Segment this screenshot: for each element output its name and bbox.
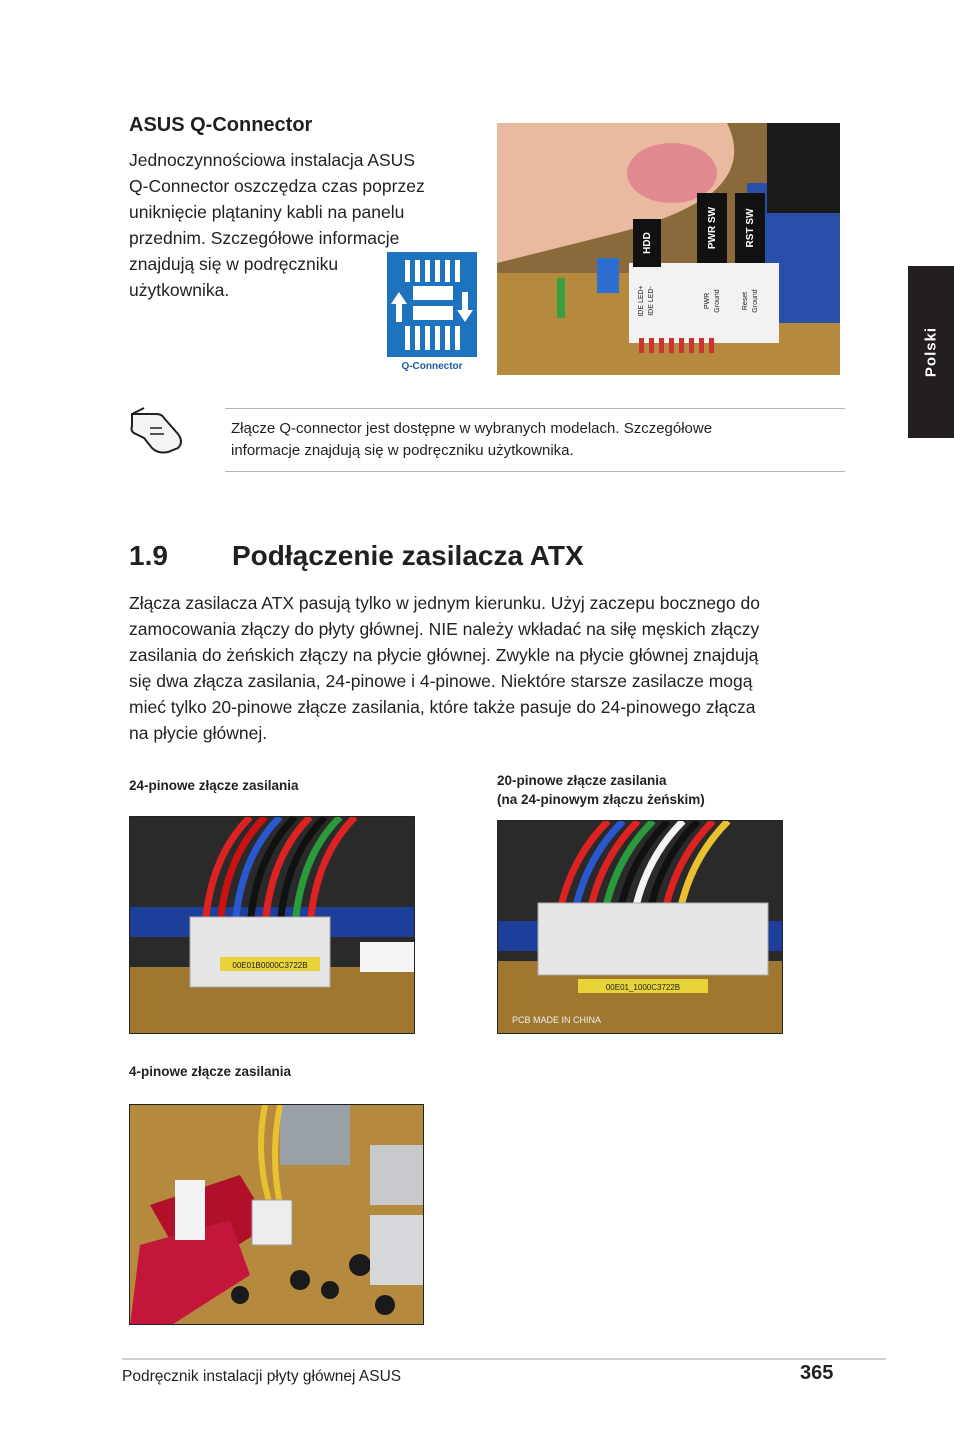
section-number: 1.9 xyxy=(129,540,168,571)
photo-20-sticker: 00E01_1000C3722B xyxy=(605,983,681,992)
qconnector-photo xyxy=(497,123,840,375)
photo-24pin-connector xyxy=(129,816,415,1034)
photo-label-ground-1: Ground xyxy=(714,289,721,313)
photo-label-ide-led-minus: IDE LED- xyxy=(648,286,655,316)
footer-rule xyxy=(122,1358,886,1360)
qconnector-line: użytkownika. xyxy=(129,280,230,300)
qconnector-line: Jednoczynnościowa instalacja ASUS xyxy=(129,150,415,170)
footer-text: Podręcznik instalacji płyty głównej ASUS xyxy=(122,1368,402,1385)
photo-4pin-connector xyxy=(129,1104,424,1325)
note-line: informacje znajdują się w podręczniku użytkownika. xyxy=(231,442,574,459)
note-rule-top xyxy=(225,408,845,409)
qconnector-line: Q-Connector oszczędza czas poprzez xyxy=(129,176,425,196)
photo-label-ide-led-plus: IDE LED+ xyxy=(638,285,645,317)
caption-4pin: 4-pinowe złącze zasilania xyxy=(129,1064,292,1079)
photo-label-ground-2: Ground xyxy=(752,289,759,313)
qconnector-line: znajdują się w podręczniku xyxy=(129,254,339,274)
photo-label-hdd: HDD xyxy=(642,232,653,254)
caption-24pin: 24-pinowe złącze zasilania xyxy=(129,778,299,793)
language-tab-label: Polski xyxy=(922,326,940,378)
photo-label-pwr-sw: PWR SW xyxy=(707,206,718,250)
caption-20pin-line: (na 24-pinowym złączu żeńskim) xyxy=(497,792,705,807)
caption-20pin xyxy=(497,771,705,809)
body-line: zasilania do żeńskich złączy na płycie głównej. Zwykle na płycie głównej znajdują xyxy=(129,645,759,665)
pointing-hand-icon xyxy=(128,404,188,456)
photo-label-reset: Reset xyxy=(742,291,749,311)
qconnector-icon-label: Q-Connector xyxy=(401,361,463,372)
body-line: zamocowania złączy do płyty głównej. NIE należy wkładać na siłę męskich złączy xyxy=(129,619,760,639)
body-line: się dwa złącza zasilania, 24-pinowe i 4-pinowe. Niektóre starsze zasilacze mogą xyxy=(129,671,753,691)
section-title xyxy=(129,540,584,572)
qconnector-icon xyxy=(387,252,477,357)
section-body xyxy=(129,590,849,746)
note-line: Złącze Q-connector jest dostępne w wybranych modelach. Szczegółowe xyxy=(231,420,713,437)
qconnector-line: uniknięcie plątaniny kabli na panelu xyxy=(129,202,405,222)
body-line: Złącza zasilacza ATX pasują tylko w jednym kierunku. Użyj zaczepu bocznego do xyxy=(129,593,760,613)
photo-20pin-connector xyxy=(497,820,783,1034)
note-text xyxy=(231,418,831,462)
photo-label-pwr: PWR xyxy=(704,292,711,310)
note-rule-bottom xyxy=(225,471,845,472)
caption-20pin-line: 20-pinowe złącze zasilania xyxy=(497,773,667,788)
language-tab xyxy=(908,266,954,438)
body-line: na płycie głównej. xyxy=(129,723,268,743)
photo-20-pcb-text: PCB MADE IN CHINA xyxy=(512,1015,602,1025)
body-line: mieć tylko 20-pinowe złącze zasilania, które także pasuje do 24-pinowego złącza xyxy=(129,697,756,717)
section-title-text: Podłączenie zasilacza ATX xyxy=(232,540,584,571)
qconnector-heading: ASUS Q-Connector xyxy=(129,114,313,136)
photo-label-rst-sw: RST SW xyxy=(745,208,756,248)
photo-24-sticker: 00E01B0000C3722B xyxy=(232,961,308,970)
qconnector-line: przednim. Szczegółowe informacje xyxy=(129,228,400,248)
page-number: 365 xyxy=(800,1362,834,1384)
